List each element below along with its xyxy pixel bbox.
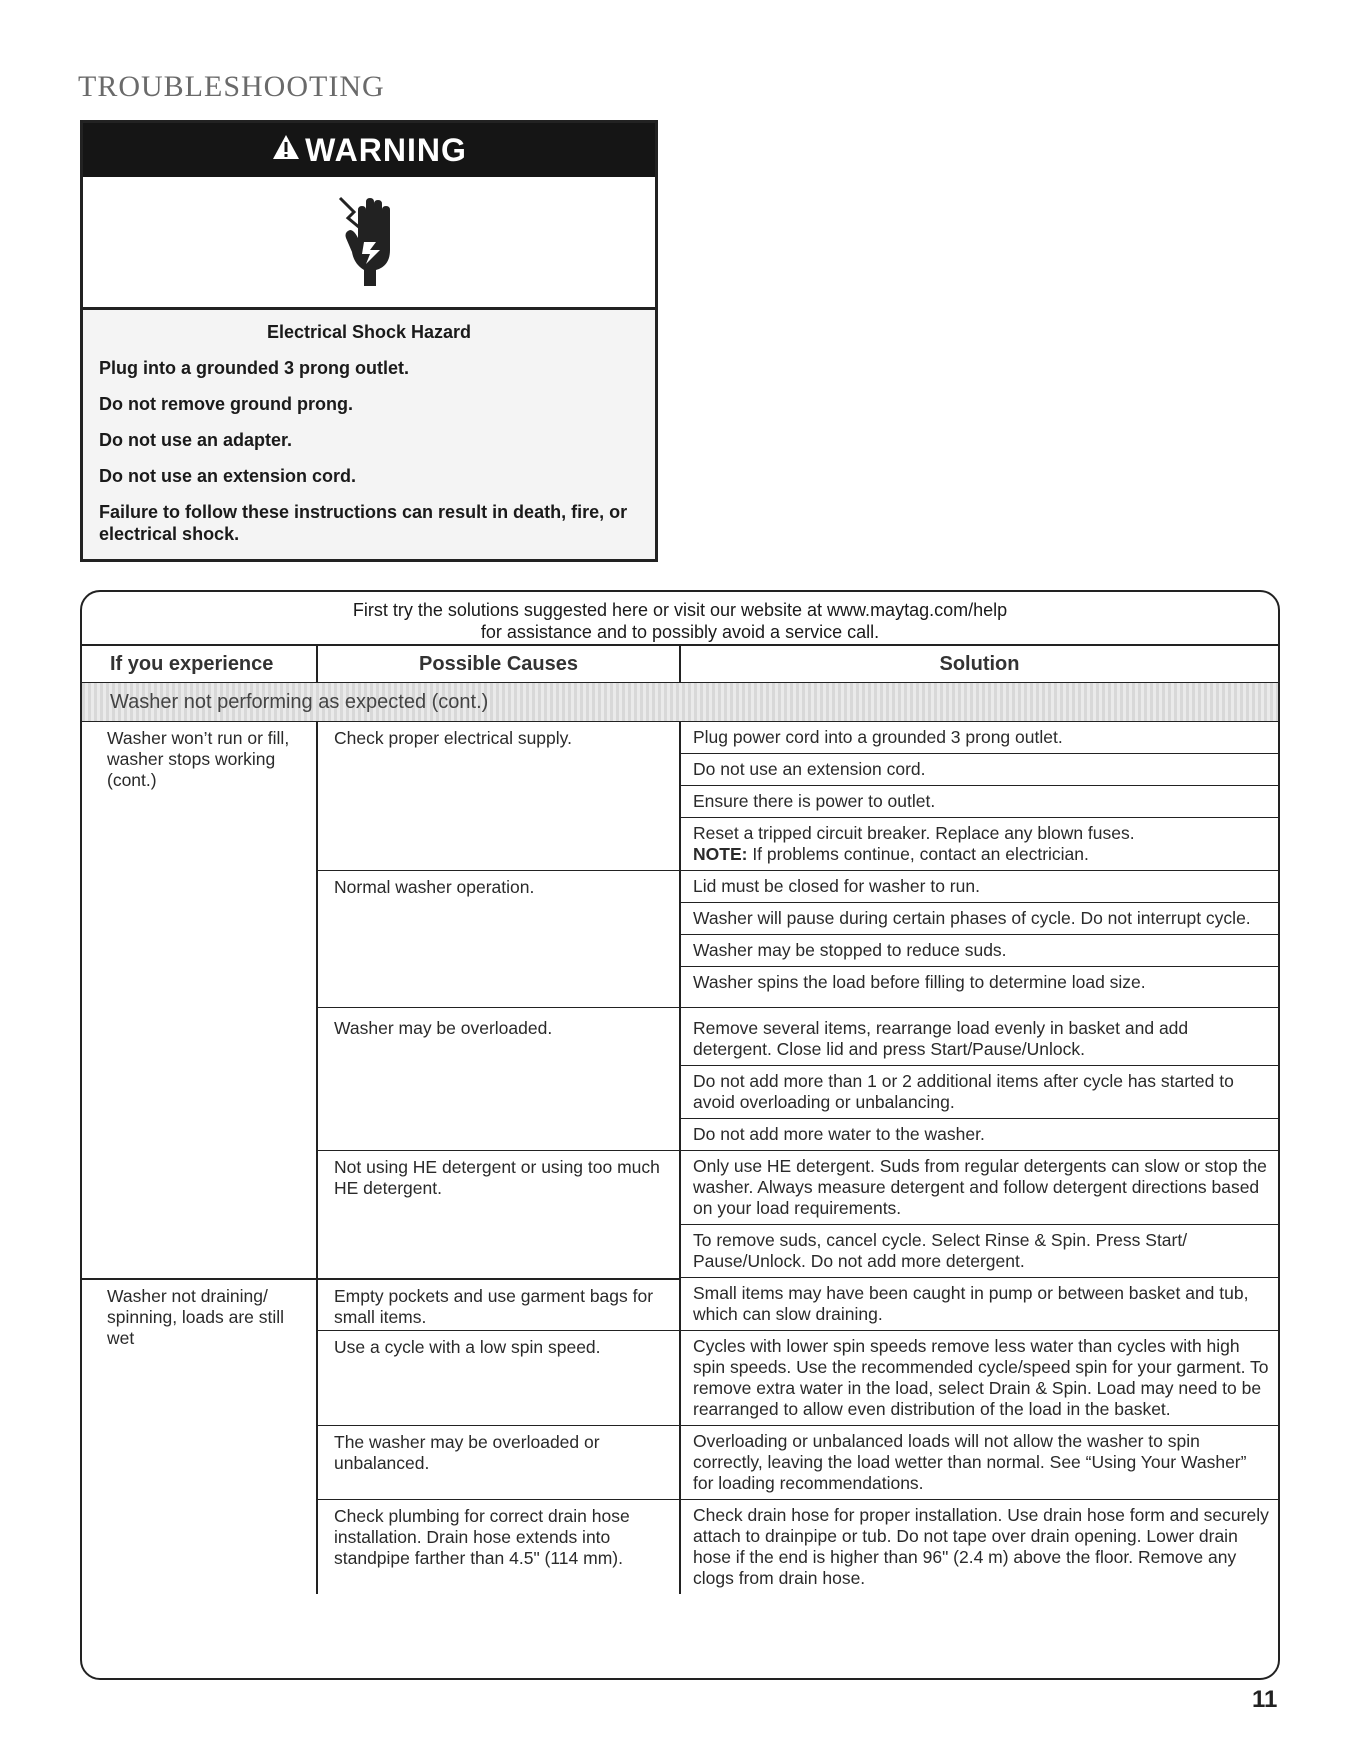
electric-shock-hand-icon: [334, 190, 404, 295]
warning-line: Failure to follow these instructions can result in death, fire, or electrical shock.: [99, 502, 628, 544]
cause-cell: The washer may be overloaded or unbalanced.: [318, 1426, 681, 1500]
section-bar: Washer not performing as expected (cont.): [82, 683, 1278, 722]
warning-line: Do not use an adapter.: [99, 430, 293, 450]
warning-title: WARNING: [305, 131, 467, 168]
solution-cell: Check drain hose for proper installation. Use drain hose form and securely attach to drainpipe or tub. Do not tape over drain opening. Lower drain hose if the end is higher than 96" (2.4 m) above the floor. Remove any clogs from drain hose.: [693, 1505, 1269, 1588]
solution-cell: Washer will pause during certain phases of cycle. Do not interrupt cycle.: [681, 903, 1278, 935]
troubleshooting-table: [80, 590, 1280, 1680]
intro-line: for assistance and to possibly avoid a service call.: [480, 622, 880, 642]
experience-cell: Washer not draining/ spinning, loads are still wet: [82, 1278, 318, 1594]
warning-box: [80, 120, 658, 562]
solution-cell: Do not add more than 1 or 2 additional items after cycle has started to avoid overloading or unbalancing.: [681, 1066, 1278, 1119]
warning-line: Plug into a grounded 3 prong outlet.: [99, 358, 409, 378]
page-number: 11: [1252, 1686, 1278, 1713]
cause-cell: Empty pockets and use garment bags for small items.: [318, 1278, 681, 1331]
page-title: TROUBLESHOOTING: [78, 70, 385, 103]
solution-cell: Washer spins the load before filling to determine load size.: [681, 967, 1278, 1008]
table-intro: [82, 592, 1278, 646]
cause-cell: Not using HE detergent or using too much HE detergent.: [318, 1151, 681, 1278]
warning-text: [83, 310, 655, 553]
note-label: NOTE:: [693, 844, 748, 864]
header-experience: If you experience: [82, 646, 318, 682]
cause-cell: Use a cycle with a low spin speed.: [318, 1331, 681, 1426]
note-text: If problems continue, contact an electrician.: [747, 844, 1089, 864]
warning-icon-area: [83, 177, 655, 310]
solution-cell: Lid must be closed for washer to run.: [681, 871, 1278, 903]
cause-cell: Check proper electrical supply.: [318, 722, 681, 871]
solution-cell: Overloading or unbalanced loads will not allow the washer to spin correctly, leaving the load wetter than normal. See “Using Your Washer” for loading recommendations.: [681, 1426, 1278, 1500]
cause-cell: Washer may be overloaded.: [318, 1008, 681, 1151]
hazard-title: Electrical Shock Hazard: [266, 322, 472, 342]
solution-cell: Remove several items, rearrange load evenly in basket and add detergent. Close lid and press Start/Pause/Unlock.: [681, 1008, 1278, 1066]
solution-cell: To remove suds, cancel cycle. Select Rinse & Spin. Press Start/ Pause/Unlock. Do not add more detergent.: [681, 1225, 1278, 1278]
experience-cell: Washer won’t run or fill, washer stops working (cont.): [82, 722, 318, 1278]
cause-cell: Normal washer operation.: [318, 871, 681, 1008]
solution-cell: Only use HE detergent. Suds from regular detergents can slow or stop the washer. Always measure detergent and follow detergent directions based on your load requirements.: [681, 1151, 1278, 1225]
solution-cell: Do not use an extension cord.: [681, 754, 1278, 786]
solution-cell: Plug power cord into a grounded 3 prong outlet.: [681, 722, 1278, 754]
warning-header: [83, 123, 655, 177]
warning-line: Do not remove ground prong.: [99, 394, 353, 414]
solution-cell: [681, 818, 1278, 871]
header-solution: Solution: [939, 652, 1020, 675]
solution-cell: Small items may have been caught in pump or between basket and tub, which can slow draining.: [681, 1278, 1278, 1331]
table-body: [82, 722, 1278, 1594]
solution-text: Reset a tripped circuit breaker. Replace any blown fuses.: [693, 823, 1135, 843]
header-causes: Possible Causes: [318, 646, 681, 682]
intro-line: First try the solutions suggested here or visit our website at www.maytag.com/help: [352, 600, 1008, 620]
solution-cell: Do not add more water to the washer.: [681, 1119, 1278, 1151]
warning-line: Do not use an extension cord.: [99, 466, 357, 486]
solution-cell: Washer may be stopped to reduce suds.: [681, 935, 1278, 967]
solution-cell: Ensure there is power to outlet.: [681, 786, 1278, 818]
cause-cell: Check plumbing for correct drain hose installation. Drain hose extends into standpipe farther than 4.5" (114 mm).: [318, 1500, 681, 1594]
column-headers: [82, 646, 1278, 683]
warning-triangle-icon: [271, 132, 301, 169]
solution-note: [693, 844, 1270, 865]
solution-cell: Cycles with lower spin speeds remove less water than cycles with high spin speeds. Use the recommended cycle/speed spin for your garment. To remove extra water in the load, select Drain & Spin. Load may need to be rearranged to allow even distribution of the load in the basket.: [681, 1331, 1278, 1426]
